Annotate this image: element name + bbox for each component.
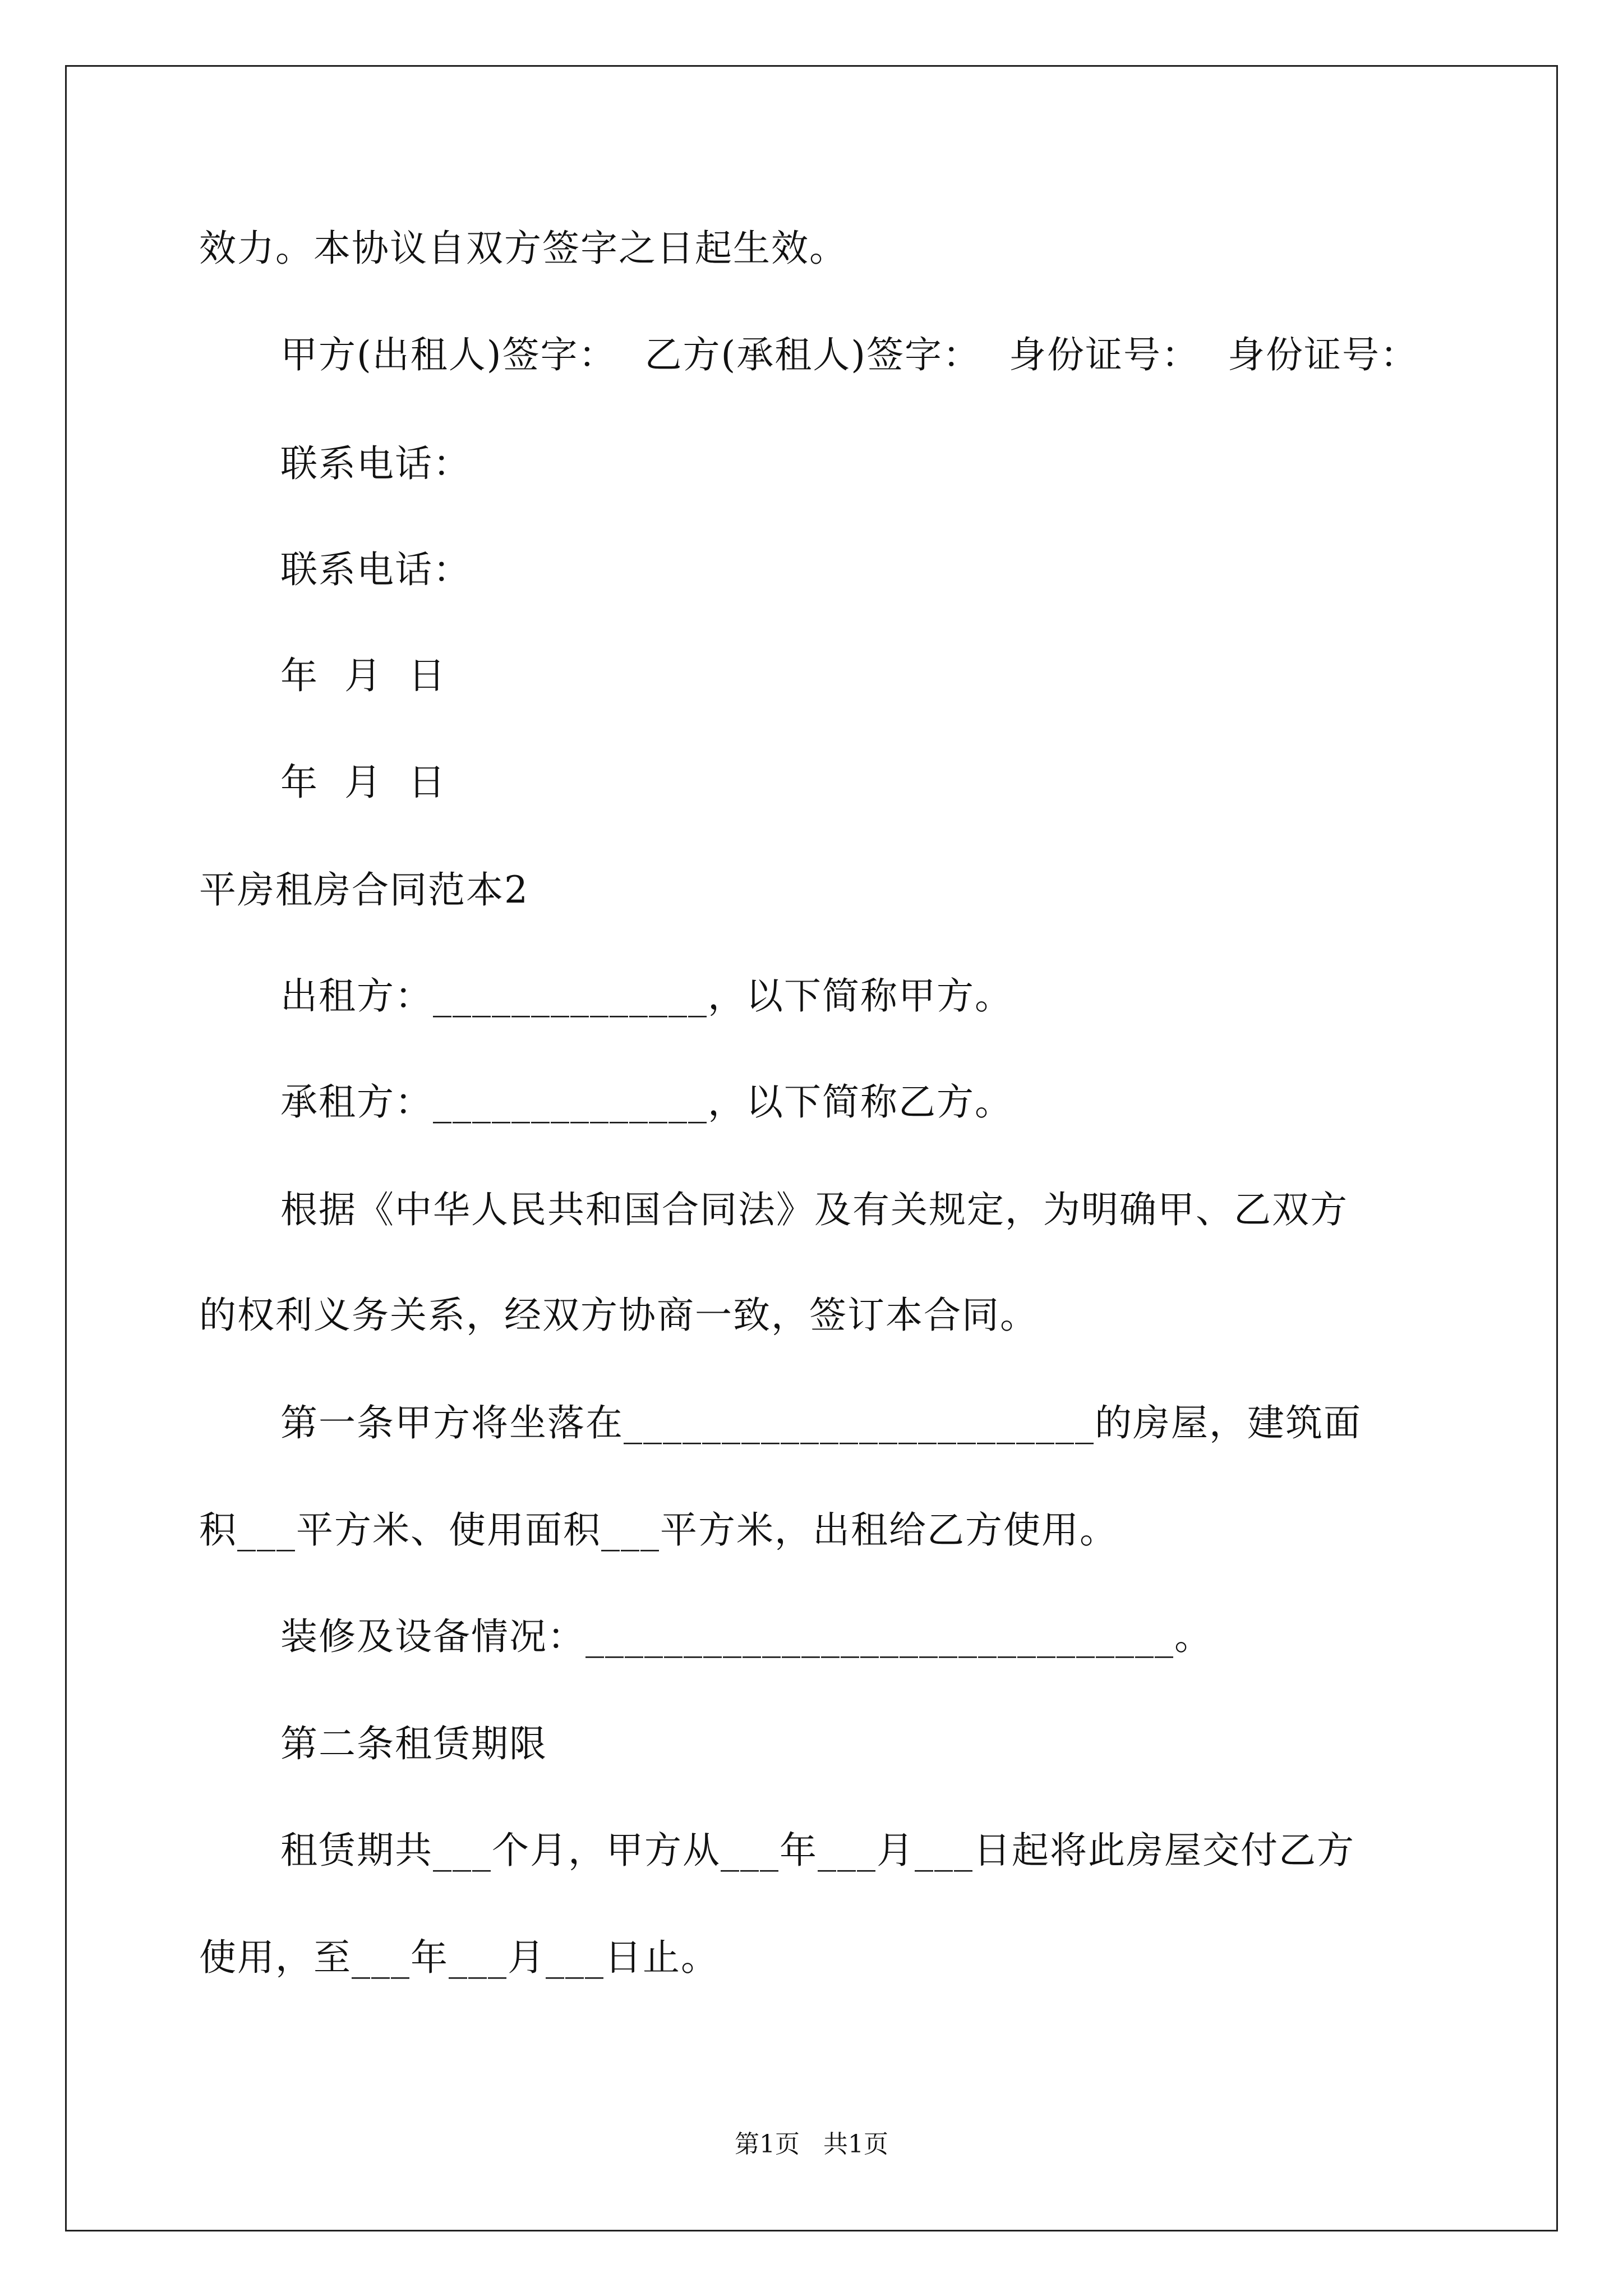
article-1-line-2: 积___平方米、使用面积___平方米，出租给乙方使用。 bbox=[199, 1508, 1118, 1552]
contact-phone-1: 联系电话： bbox=[280, 442, 471, 485]
article-2-title: 第二条租赁期限 bbox=[280, 1722, 547, 1765]
id-number-label-1: 身份证号： bbox=[1009, 333, 1200, 376]
preamble-line-2: 的权利义务关系，经双方协商一致，签订本合同。 bbox=[199, 1294, 1038, 1337]
preamble-line-1: 根据《中华人民共和国合同法》及有关规定，为明确甲、乙双方 bbox=[280, 1188, 1348, 1231]
article-2-line-2: 使用，至___年___月___日止。 bbox=[199, 1936, 719, 1979]
id-number-label-2: 身份证号： bbox=[1228, 333, 1418, 376]
section-title: 平房租房合同范本2 bbox=[199, 868, 529, 912]
page-footer: 第1页 共1页 bbox=[735, 2130, 888, 2159]
lessor-line: 出租方：______________，以下简称甲方。 bbox=[280, 974, 1013, 1018]
contact-phone-2: 联系电话： bbox=[280, 548, 471, 591]
lessee-signature-label: 乙方(承租人)签字： bbox=[644, 333, 981, 376]
lessee-line: 承租方：______________，以下简称乙方。 bbox=[280, 1080, 1013, 1124]
date-line-1: 年 月 日 bbox=[280, 654, 446, 697]
decoration-line: 装修及设备情况：______________________________。 bbox=[280, 1615, 1212, 1658]
signature-row bbox=[280, 333, 1418, 378]
lessor-signature-label: 甲方(出租人)签字： bbox=[280, 333, 617, 376]
page-border bbox=[65, 65, 1558, 2231]
article-2-line-1: 租赁期共___个月，甲方从___年___月___日起将此房屋交付乙方 bbox=[280, 1829, 1355, 1872]
date-line-2: 年 月 日 bbox=[280, 761, 446, 804]
text-line-effect: 效力。本协议自双方签字之日起生效。 bbox=[199, 227, 847, 270]
article-1-line-1: 第一条甲方将坐落在________________________的房屋，建筑面 bbox=[280, 1401, 1362, 1444]
